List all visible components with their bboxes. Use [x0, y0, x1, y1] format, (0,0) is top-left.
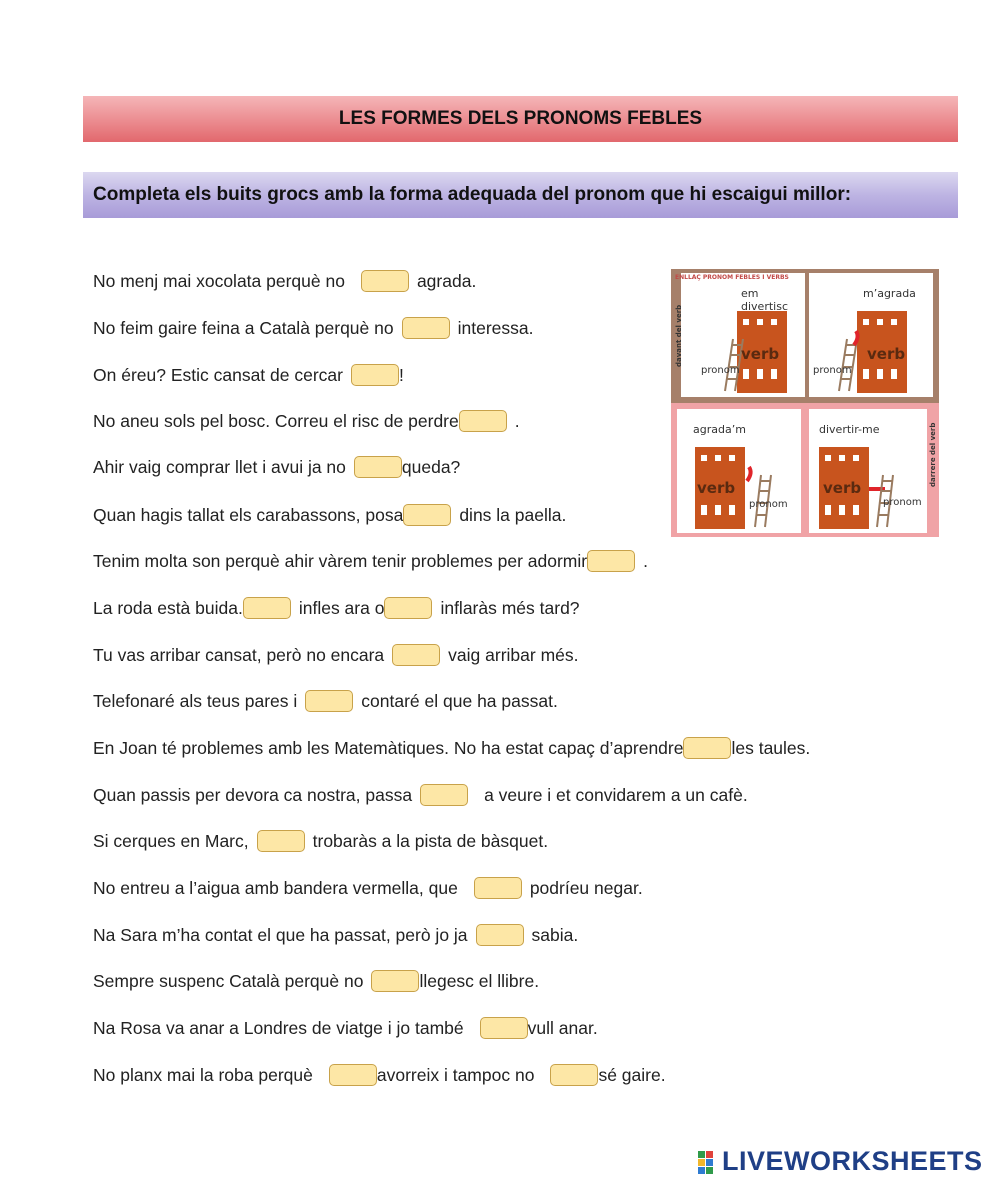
- sentence-row: [93, 875, 643, 901]
- sentence-row: [93, 595, 580, 621]
- sentence-row: [93, 688, 558, 714]
- panel-caption: divertir-me: [819, 423, 880, 436]
- panel-before-1: [681, 273, 805, 397]
- sentence-text: No planx mai la roba perquè: [93, 1064, 313, 1085]
- logo-text: LIVEWORKSHEETS: [722, 1146, 983, 1176]
- sentence-row: [93, 782, 748, 808]
- sentence-row: [93, 362, 404, 388]
- verb-label: verb: [867, 345, 906, 363]
- sentence-text: sabia.: [531, 924, 579, 945]
- instruction-banner: [83, 172, 958, 218]
- pronoun-label: pronom: [701, 365, 740, 376]
- sentence-row: [93, 642, 579, 668]
- verb-label: verb: [697, 479, 736, 497]
- sentence-text: a veure i et convidarem a un cafè.: [484, 784, 748, 805]
- sentence-text: vull anar.: [527, 1017, 598, 1038]
- sentence-text: Telefonaré als teus pares i: [93, 690, 298, 711]
- sentence-text: No entreu a l’aigua amb bandera vermella, que: [93, 877, 458, 898]
- answer-blank[interactable]: [371, 970, 419, 992]
- sentence-text: Quan hagis tallat els carabassons, posa: [93, 504, 404, 525]
- panel-after-2: [809, 409, 927, 533]
- sentence-text: Ahir vaig comprar llet i avui ja no: [93, 456, 346, 477]
- sentence-row: [93, 968, 539, 994]
- sentence-text: !: [398, 364, 404, 385]
- side-label-after: darrere del verb: [929, 422, 937, 487]
- sentence-text: .: [643, 550, 648, 571]
- sentence-row: [93, 548, 648, 574]
- sentence-text: .: [514, 410, 520, 431]
- answer-blank[interactable]: [550, 1064, 598, 1086]
- sentence-text: Quan passis per devora ca nostra, passa: [93, 784, 413, 805]
- verb-label: verb: [741, 345, 780, 363]
- answer-blank[interactable]: [384, 597, 432, 619]
- sentence-row: [93, 828, 548, 854]
- answer-blank[interactable]: [476, 924, 524, 946]
- pronoun-label: pronom: [883, 497, 922, 508]
- answer-blank[interactable]: [257, 830, 305, 852]
- answer-blank[interactable]: [305, 690, 353, 712]
- sentence-text: Tu vas arribar cansat, però no encara: [93, 644, 385, 665]
- answer-blank[interactable]: [354, 456, 402, 478]
- answer-blank[interactable]: [402, 317, 450, 339]
- sentence-row: [93, 408, 520, 434]
- sentence-text: infles ara o: [298, 597, 385, 618]
- sentence-text: Tenim molta son perquè ahir vàrem tenir problemes per adormir: [93, 550, 588, 571]
- answer-blank[interactable]: [683, 737, 731, 759]
- sentence-text: agrada.: [416, 270, 477, 291]
- answer-blank[interactable]: [587, 550, 635, 572]
- liveworksheets-logo: [698, 1146, 983, 1177]
- sentence-text: avorreix i tampoc no: [376, 1064, 535, 1085]
- sentence-text: No menj mai xocolata perquè no: [93, 270, 345, 291]
- sentence-row: [93, 922, 578, 948]
- sentence-text: les taules.: [731, 737, 811, 758]
- answer-blank[interactable]: [351, 364, 399, 386]
- sentence-text: contaré el que ha passat.: [361, 690, 558, 711]
- worksheet-title: [83, 96, 958, 142]
- sentence-text: llegesc el llibre.: [419, 970, 540, 991]
- answer-blank[interactable]: [420, 784, 468, 806]
- panel-caption: agrada’m: [693, 423, 746, 436]
- sentence-text: interessa.: [457, 317, 534, 338]
- sentence-text: Si cerques en Marc,: [93, 830, 249, 851]
- sentence-row: [93, 454, 460, 480]
- answer-blank[interactable]: [480, 1017, 528, 1039]
- sentence-row: [93, 502, 566, 528]
- sentence-text: No feim gaire feina a Català perquè no: [93, 317, 394, 338]
- sentence-text: Sempre suspenc Català perquè no: [93, 970, 364, 991]
- sentence-text: No aneu sols pel bosc. Correu el risc de perdre: [93, 410, 459, 431]
- sentence-row: [93, 1062, 666, 1088]
- sentence-text: inflaràs més tard?: [440, 597, 580, 618]
- instruction-text: Completa els buits grocs amb la forma adequada del pronom que hi escaigui millor:: [93, 184, 852, 205]
- panel-before-2: [809, 273, 933, 397]
- side-label-before: davant del verb: [675, 304, 683, 367]
- answer-blank[interactable]: [329, 1064, 377, 1086]
- sentence-row: [93, 735, 810, 761]
- panel-caption: em divertisc: [741, 287, 788, 313]
- answer-blank[interactable]: [459, 410, 507, 432]
- verb-label: verb: [823, 479, 862, 497]
- sentence-text: En Joan té problemes amb les Matemàtiques. No ha estat capaç d’aprendre: [93, 737, 684, 758]
- sentence-text: queda?: [401, 456, 461, 477]
- panel-caption: m’agrada: [863, 287, 916, 300]
- liveworksheets-logo-icon: [698, 1149, 722, 1175]
- answer-blank[interactable]: [474, 877, 522, 899]
- sentence-text: vaig arribar més.: [448, 644, 579, 665]
- answer-blank[interactable]: [361, 270, 409, 292]
- pronoun-verb-illustration: [671, 269, 939, 537]
- sentence-text: podríeu negar.: [529, 877, 643, 898]
- panel-after-1: [677, 409, 801, 533]
- sentence-row: [93, 315, 533, 341]
- sentence-row: [93, 1015, 598, 1041]
- title-text: LES FORMES DELS PRONOMS FEBLES: [338, 108, 703, 129]
- illustration-header: ENLLAÇ PRONOM FEBLES I VERBS: [675, 274, 789, 281]
- sentence-text: Na Sara m’ha contat el que ha passat, però jo ja: [93, 924, 468, 945]
- pronoun-label: pronom: [749, 499, 788, 510]
- answer-blank[interactable]: [403, 504, 451, 526]
- sentence-text: La roda està buida.: [93, 597, 243, 618]
- sentence-text: On éreu? Estic cansat de cercar: [93, 364, 343, 385]
- pronoun-label: pronom: [813, 365, 852, 376]
- sentence-text: dins la paella.: [459, 504, 567, 525]
- sentence-row: [93, 268, 476, 294]
- answer-blank[interactable]: [392, 644, 440, 666]
- sentence-text: trobaràs a la pista de bàsquet.: [312, 830, 549, 851]
- answer-blank[interactable]: [243, 597, 291, 619]
- sentence-text: sé gaire.: [598, 1064, 666, 1085]
- sentence-text: Na Rosa va anar a Londres de viatge i jo també: [93, 1017, 464, 1038]
